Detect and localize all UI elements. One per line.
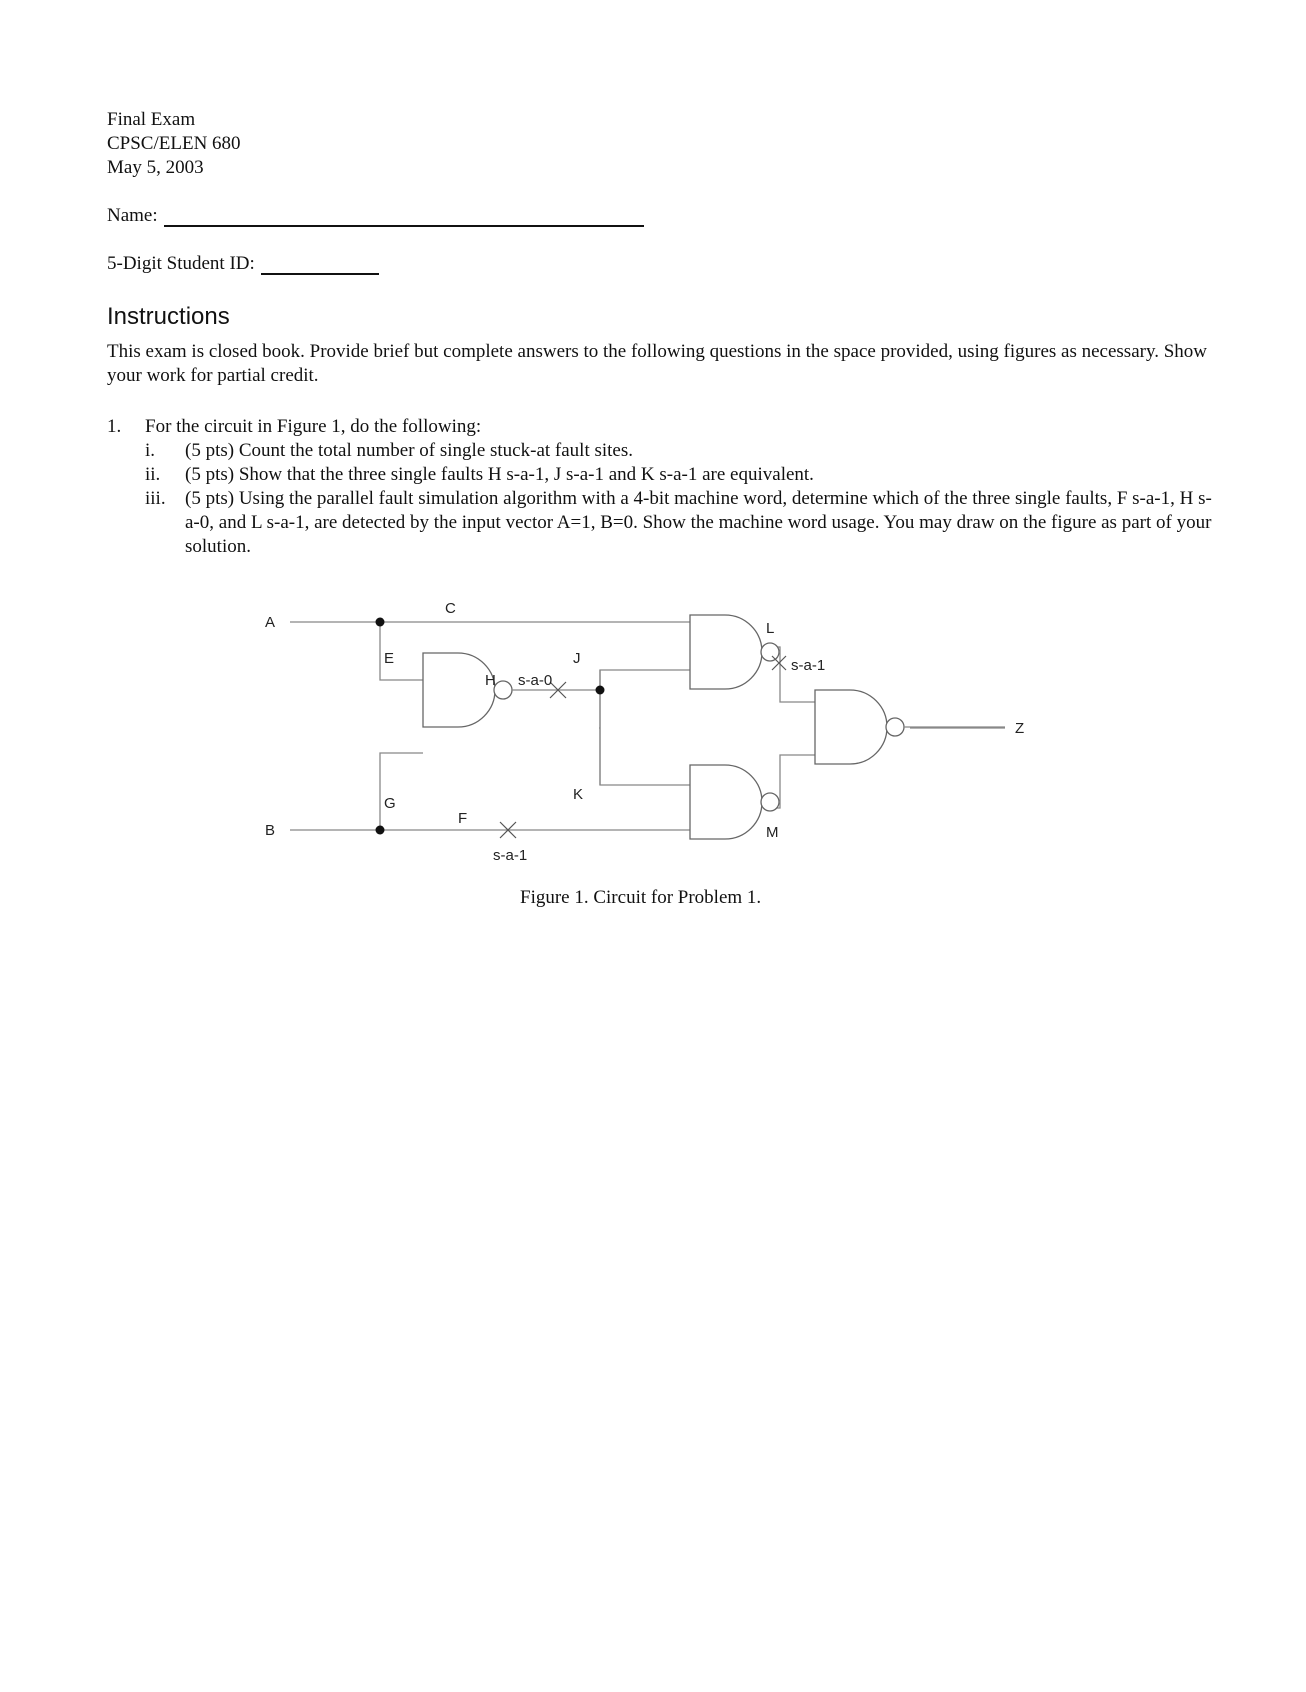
part-text: (5 pts) Count the total number of single stuck-at fault sites. [185,440,634,461]
question-stem: For the circuit in Figure 1, do the following: [145,416,482,437]
junction-dot [376,618,385,627]
nand-gate-m [690,765,762,839]
part-numeral: ii. [145,464,161,485]
exam-title: Final Exam [107,109,196,130]
instructions-heading: Instructions [107,303,230,330]
name-label: Name: [107,205,158,226]
inversion-bubble [886,718,904,736]
instructions-text: This exam is closed book. Provide brief but complete answers to the following questions in the space provided, using figures as necessary. Show your work for partial credit. [107,341,1208,386]
student-id-row [107,253,379,275]
name-blank-line[interactable] [164,207,644,227]
figure-caption: Figure 1. Circuit for Problem 1. [520,887,762,908]
name-field-row [107,205,644,227]
label-j: J [573,650,581,667]
label-a: A [265,614,276,631]
exam-date: May 5, 2003 [107,157,204,178]
part-numeral: i. [145,440,156,461]
inversion-bubble [494,681,512,699]
student-id-blank-line[interactable] [261,255,379,275]
label-h: H [485,672,496,689]
fault-cross-l [772,656,786,670]
label-m: M [766,824,779,841]
exam-header [107,108,241,180]
part-text: (5 pts) Show that the three single faults H s-a-1, J s-a-1 and K s-a-1 are equivalent. [185,464,814,485]
inversion-bubble [761,643,779,661]
label-l: L [766,620,775,637]
nand-gate-z [815,690,887,764]
label-z: Z [1015,720,1025,737]
wire-g [380,753,423,830]
junction-dot [596,686,605,695]
label-g: G [384,795,396,812]
junction-dot [376,826,385,835]
wire-k [600,728,690,785]
part-text: (5 pts) Using the parallel fault simulation algorithm with a 4-bit machine word, determine which of the three single faults, F s-a-1, H s-a-0, and L s-a-1, are detected by the input vector A=1, B=0. Show the machine word usage. You may draw on the figure as part of your solution. [185,488,1212,557]
circuit-diagram [260,590,1050,880]
wire-j [600,670,690,728]
label-e: E [384,650,395,667]
label-k: K [573,786,584,803]
fault-label-h: s-a-0 [518,672,553,689]
label-f: F [458,810,468,827]
label-c: C [445,600,456,617]
question-number: 1. [107,416,122,437]
course-code: CPSC/ELEN 680 [107,133,241,154]
label-b: B [265,822,276,839]
fault-label-f: s-a-1 [493,847,528,864]
nand-gate-l [690,615,762,689]
nand-gate-h [423,653,495,727]
student-id-label: 5-Digit Student ID: [107,253,255,274]
fault-label-l: s-a-1 [791,657,826,674]
part-numeral: iii. [145,488,166,509]
inversion-bubble [761,793,779,811]
